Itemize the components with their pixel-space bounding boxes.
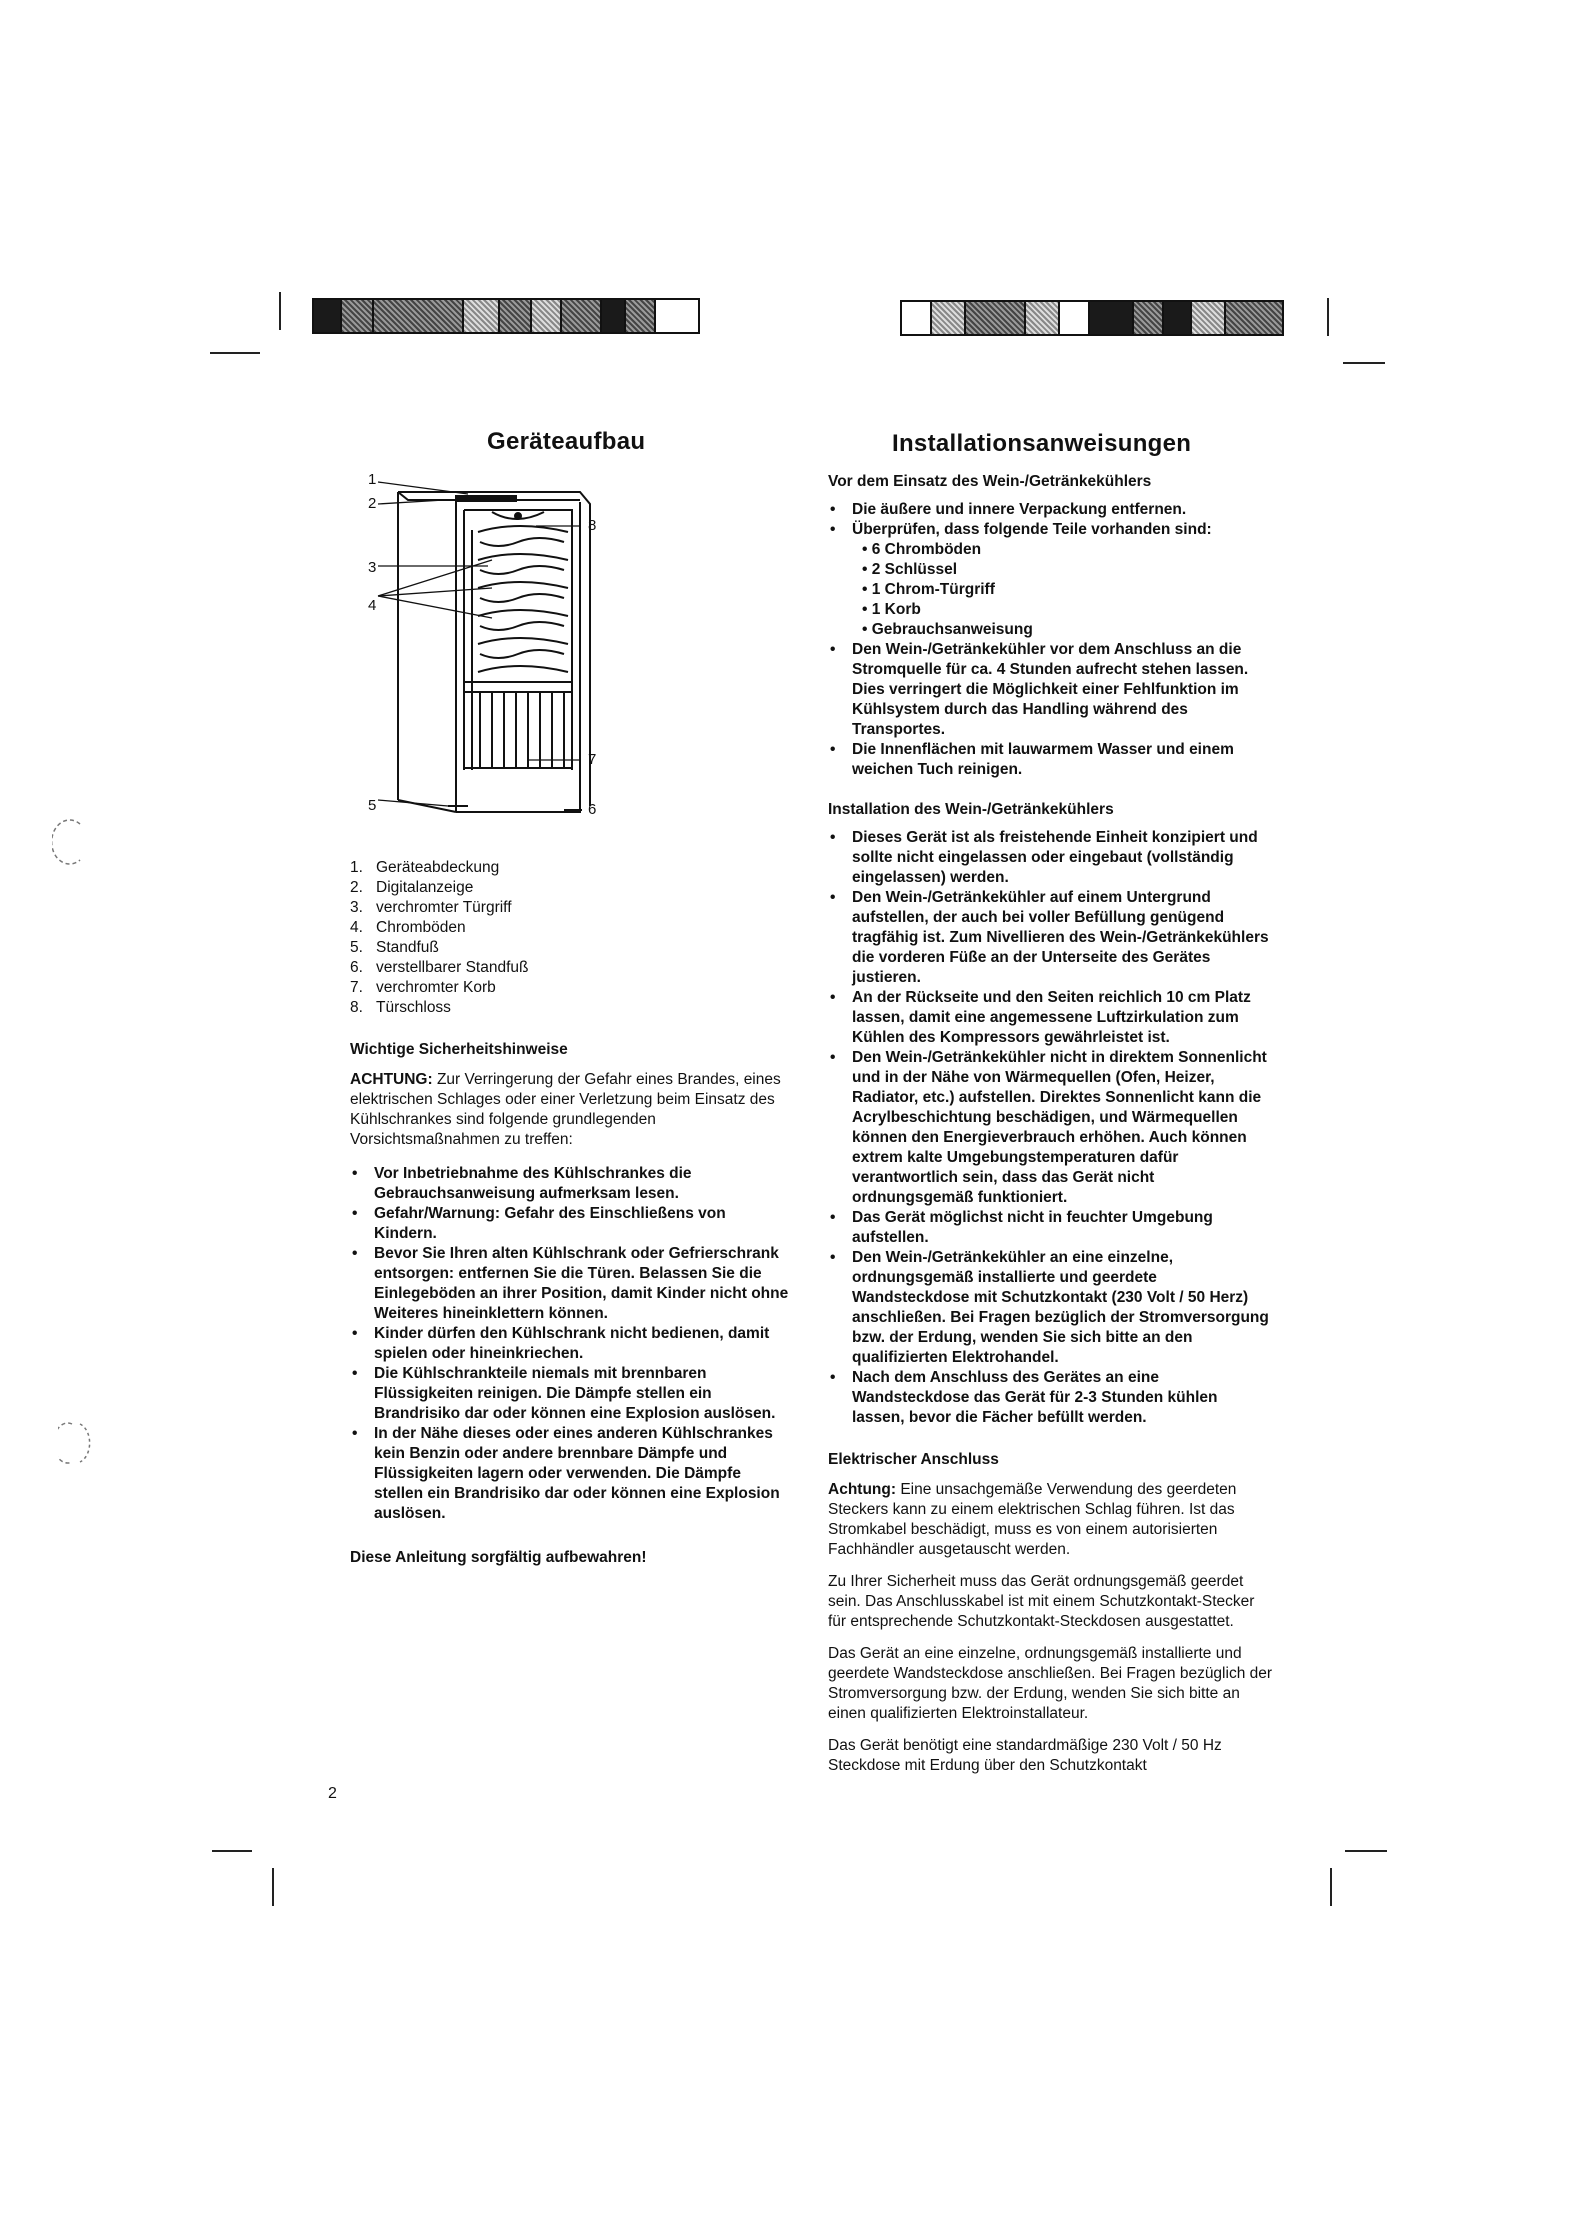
crop-mark-top-right	[1327, 298, 1329, 336]
parts-list	[350, 858, 730, 1018]
diagram-label-6: 6	[588, 801, 597, 818]
caution-paragraph: ACHTUNG: Zur Verringerung der Gefahr eines Brandes, eines elektrischen Schlages oder einer Verletzung beim Einsatz des Kühlschrankes sind folgende grundlegenden Vorsichtsmaßnahmen zu treffen:	[350, 1071, 781, 1148]
safety-bullet: • Die Kühlschrankteile niemals mit brennbaren Flüssigkeiten reinigen. Die Dämpfe stellen ein Brandrisiko dar oder können eine Explosion auslösen.	[350, 1364, 790, 1424]
diagram-label-1: 1	[368, 471, 377, 488]
included-part: • 6 Chromböden	[852, 540, 1274, 560]
crop-mark-top-right-h	[1343, 362, 1385, 364]
part-item: 1. Geräteabdeckung	[350, 859, 500, 876]
diagram-label-8: 8	[588, 517, 597, 534]
diagram-label-4: 4	[368, 597, 377, 614]
registration-circle-icon	[58, 1420, 94, 1466]
part-item: 5. Standfuß	[350, 939, 439, 956]
install-bullet: • Den Wein-/Getränkekühler auf einem Untergrund aufstellen, der auch bei voller Befüllung genügend tragfähig ist. Zum Nivellieren des Wein-/Getränkekühlers die vorderen Füße an der Unterseite des Gerätes justieren.	[828, 888, 1274, 988]
diagram-label-7: 7	[588, 751, 597, 768]
before-bullet: • Den Wein-/Getränkekühler vor dem Anschluss an die Stromquelle für ca. 4 Stunden aufrecht stehen lassen. Dies verringert die Möglichkeit einer Fehlfunktion im Kühlsystem durch das Handling während des Transportes.	[828, 640, 1274, 740]
install-bullet: • Den Wein-/Getränkekühler nicht in direktem Sonnenlicht und in der Nähe von Wärmequellen (Ofen, Heizer, Radiator, etc.) aufstellen. Direktes Sonnenlicht kann die Acrylbeschichtung beschädigen, und Wärmequellen können den Energieverbrauch erhöhen. Auch können extrem kalte Umgebungstemperaturen dafür verantwortlich sein, dass das Gerät nicht ordnungsgemäß funktioniert.	[828, 1048, 1274, 1208]
before-bullet: • Überprüfen, dass folgende Teile vorhanden sind: • 6 Chromböden • 2 Schlüssel • 1 Chrom-Türgriff • 1 Korb • Gebrauchsanweisung	[828, 520, 1274, 640]
crop-mark-bottom-right-h	[1345, 1850, 1387, 1852]
diagram-label-3: 3	[368, 559, 377, 576]
crop-mark-top-left	[279, 292, 281, 330]
diagram-label-5: 5	[368, 797, 377, 814]
install-bullet: • Den Wein-/Getränkekühler an eine einzelne, ordnungsgemäß installierte und geerdete Wandsteckdose mit Schutzkontakt (230 Volt / 50 Herz) anschließen. Bei Fragen bezüglich der Stromversorgung bzw. der Erdung, wenden Sie sich bitte an den qualifizierten Elektrohandel.	[828, 1248, 1274, 1368]
safety-section	[350, 1040, 790, 1568]
part-item: 8. Türschloss	[350, 999, 451, 1016]
electric-paragraph: Das Gerät benötigt eine standardmäßige 230 Volt / 50 Hz Steckdose mit Erdung über den Schutzkontakt	[828, 1737, 1222, 1774]
included-part: • 2 Schlüssel	[852, 560, 1274, 580]
keep-instructions-note: Diese Anleitung sorgfältig aufbewahren!	[350, 1549, 647, 1566]
color-bar-left	[312, 298, 700, 334]
registration-circle-icon	[52, 818, 88, 866]
installation-heading: Installation des Wein-/Getränkekühlers	[828, 801, 1114, 818]
part-item: 4. Chromböden	[350, 919, 466, 936]
before-bullet: • Die Innenflächen mit lauwarmem Wasser und einem weichen Tuch reinigen.	[828, 740, 1274, 780]
electric-heading: Elektrischer Anschluss	[828, 1451, 999, 1468]
appliance-diagram	[368, 470, 608, 828]
install-bullet: • Das Gerät möglichst nicht in feuchter Umgebung aufstellen.	[828, 1208, 1274, 1248]
section-title-installationsanweisungen: Installationsanweisungen	[892, 430, 1192, 457]
safety-bullet: • Vor Inbetriebnahme des Kühlschrankes die Gebrauchsanweisung aufmerksam lesen.	[350, 1164, 790, 1204]
diagram-label-2: 2	[368, 495, 377, 512]
page-number: 2	[328, 1785, 337, 1802]
safety-bullet: • In der Nähe dieses oder eines anderen Kühlschrankes kein Benzin oder andere brennbare Dämpfe und Flüssigkeiten lagern oder verwenden. Die Dämpfe stellen ein Brandrisiko dar oder können eine Explosion auslösen.	[350, 1424, 790, 1524]
electric-caution: Achtung: Eine unsachgemäße Verwendung des geerdeten Steckers kann zu einem elektrischen Schlag führen. Ist das Stromkabel beschädigt, muss es von einem autorisierten Fachhändler ausgetauscht werden.	[828, 1481, 1237, 1558]
safety-heading: Wichtige Sicherheitshinweise	[350, 1041, 568, 1058]
section-title-geraeteaufbau: Geräteaufbau	[487, 428, 646, 455]
color-bar-right	[900, 300, 1284, 336]
crop-mark-bottom-right	[1330, 1868, 1332, 1906]
safety-bullet: • Kinder dürfen den Kühlschrank nicht bedienen, damit spielen oder hineinkriechen.	[350, 1324, 790, 1364]
part-item: 6. verstellbarer Standfuß	[350, 959, 529, 976]
part-item: 3. verchromter Türgriff	[350, 899, 512, 916]
crop-mark-bottom-left	[272, 1868, 274, 1906]
electric-paragraph: Das Gerät an eine einzelne, ordnungsgemäß installierte und geerdete Wandsteckdose anschließen. Bei Fragen bezüglich der Stromversorgung bzw. der Erdung, wenden Sie sich bitte an einen qualifizierten Elektroinstallateur.	[828, 1645, 1273, 1722]
part-item: 7. verchromter Korb	[350, 979, 496, 996]
included-part: • Gebrauchsanweisung	[852, 620, 1274, 640]
crop-mark-top-left-h	[210, 352, 260, 354]
crop-mark-bottom-left-h	[212, 1850, 252, 1852]
install-bullet: • Dieses Gerät ist als freistehende Einheit konzipiert und sollte nicht eingelassen oder eingebaut (vollständig eingelassen) werden.	[828, 828, 1274, 888]
before-bullet: • Die äußere und innere Verpackung entfernen.	[828, 500, 1274, 520]
safety-bullet: • Bevor Sie Ihren alten Kühlschrank oder Gefrierschrank entsorgen: entfernen Sie die Türen. Belassen Sie die Einlegeböden an ihrer Position, damit Kinder nicht ohne Weiteres hineinklettern können.	[350, 1244, 790, 1324]
installation-section	[828, 472, 1274, 1776]
install-bullet: • An der Rückseite und den Seiten reichlich 10 cm Platz lassen, damit eine angemessene Luftzirkulation zum Kühlen des Kompressors gewährleistet ist.	[828, 988, 1274, 1048]
safety-bullet: • Gefahr/Warnung: Gefahr des Einschließens von Kindern.	[350, 1204, 790, 1244]
electric-paragraph: Zu Ihrer Sicherheit muss das Gerät ordnungsgemäß geerdet sein. Das Anschlusskabel ist mit einem Schutzkontakt-Stecker für entsprechende Schutzkontakt-Steckdosen ausgestattet.	[828, 1573, 1255, 1630]
before-use-heading: Vor dem Einsatz des Wein-/Getränkekühlers	[828, 473, 1152, 490]
part-item: 2. Digitalanzeige	[350, 879, 474, 896]
included-part: • 1 Korb	[852, 600, 1274, 620]
install-bullet: • Nach dem Anschluss des Gerätes an eine Wandsteckdose das Gerät für 2-3 Stunden kühlen lassen, bevor die Fächer befüllt werden.	[828, 1368, 1274, 1428]
included-part: • 1 Chrom-Türgriff	[852, 580, 1274, 600]
